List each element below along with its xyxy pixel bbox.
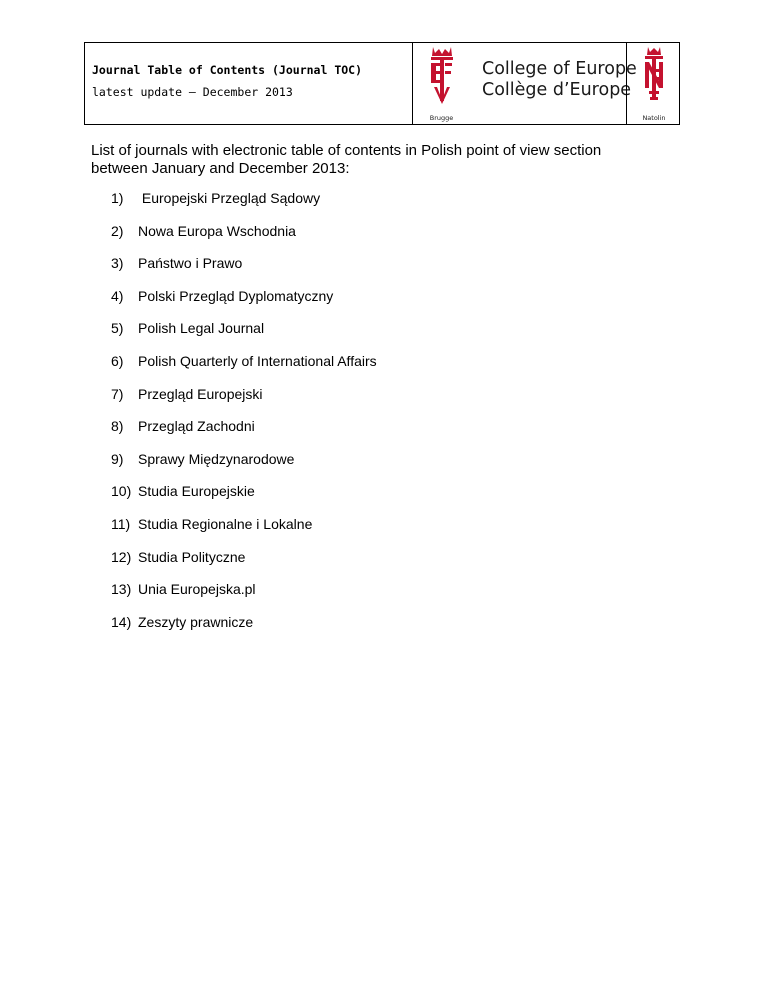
journal-name: Studia Regionalne i Lokalne xyxy=(138,515,313,532)
list-item xyxy=(111,548,377,581)
journal-name: Przegląd Zachodni xyxy=(138,418,255,435)
list-item-number: 9) xyxy=(111,450,124,467)
list-item xyxy=(111,580,377,613)
journal-name: Studia Polityczne xyxy=(138,548,246,565)
journal-name: Państwo i Prawo xyxy=(138,255,243,272)
list-item xyxy=(111,189,377,222)
list-item-number: 13) xyxy=(111,581,132,598)
list-item xyxy=(111,254,377,287)
list-item xyxy=(111,515,377,548)
list-item-number: 2) xyxy=(111,222,124,239)
campus-label-brugge: Brugge xyxy=(429,114,454,122)
document-subtitle: latest update – December 2013 xyxy=(92,85,293,99)
list-item-number: 4) xyxy=(111,287,124,304)
document-title: Journal Table of Contents (Journal TOC) xyxy=(92,63,363,77)
list-item xyxy=(111,385,377,418)
list-item-number: 3) xyxy=(111,255,124,272)
journal-name: Polish Legal Journal xyxy=(138,320,265,337)
campus-label-natolin: Natolin xyxy=(642,114,666,122)
list-item-number: 8) xyxy=(111,418,124,435)
list-item xyxy=(111,352,377,385)
college-name-english: College of Europe xyxy=(482,59,637,79)
list-item-number: 6) xyxy=(111,352,124,369)
list-item xyxy=(111,482,377,515)
journal-name: Przegląd Europejski xyxy=(138,385,263,402)
journal-name: Studia Europejskie xyxy=(138,483,255,500)
list-item-number: 1) xyxy=(111,190,124,206)
list-item xyxy=(111,222,377,255)
college-name xyxy=(482,59,637,101)
intro-paragraph: List of journals with electronic table of contents in Polish point of view section between January and December 2013: xyxy=(91,142,602,177)
journal-name: Unia Europejska.pl xyxy=(138,581,256,598)
journal-list xyxy=(111,189,377,645)
journal-name: Polish Quarterly of International Affairs xyxy=(138,352,377,369)
list-item xyxy=(111,417,377,450)
journal-name: Polski Przegląd Dyplomatyczny xyxy=(138,287,334,304)
college-of-europe-brugge-logo-icon xyxy=(425,45,459,105)
list-item-number: 14) xyxy=(111,613,132,630)
list-item xyxy=(111,287,377,320)
college-name-cell xyxy=(470,43,637,124)
list-item-number: 11) xyxy=(111,515,131,532)
header-table xyxy=(84,42,680,125)
journal-name: Nowa Europa Wschodnia xyxy=(138,222,296,239)
header-title-cell xyxy=(85,43,412,124)
college-name-french: Collège d’Europe xyxy=(482,80,632,100)
list-item xyxy=(111,319,377,352)
logo-cell-natolin xyxy=(626,43,681,124)
logo-cell-brugge xyxy=(412,43,470,124)
list-item xyxy=(111,450,377,483)
list-item-number: 7) xyxy=(111,385,124,402)
list-item-number: 5) xyxy=(111,320,124,337)
journal-name: Sprawy Międzynarodowe xyxy=(138,450,295,467)
college-of-europe-natolin-logo-icon xyxy=(637,45,671,105)
list-item-number: 10) xyxy=(111,483,132,500)
journal-name: Europejski Przegląd Sądowy xyxy=(138,190,321,206)
list-item xyxy=(111,613,377,646)
journal-name: Zeszyty prawnicze xyxy=(138,613,254,630)
list-item-number: 12) xyxy=(111,548,132,565)
